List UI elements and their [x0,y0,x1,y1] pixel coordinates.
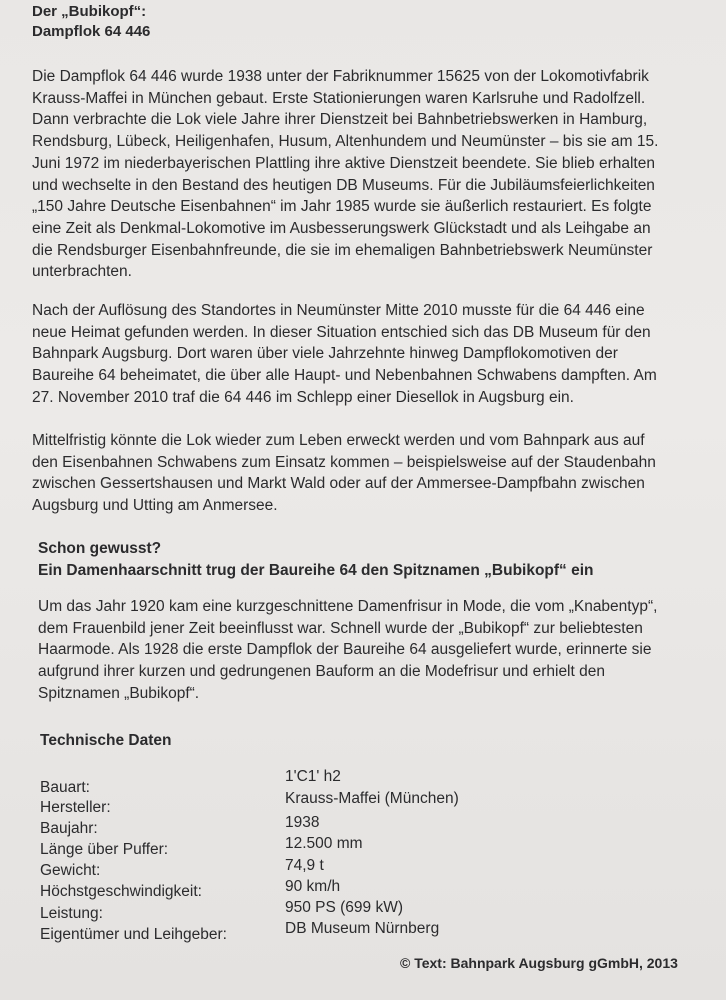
spec-label: Hersteller: [40,799,111,816]
text-line: Augsburg und Utting am Anmersee. [32,497,278,515]
spec-value: 1'C1' h2 [285,768,341,785]
text-line: Baureihe 64 beheimatet, die über alle Haupt- und Nebenbahnen Schwabens dampften. Am [32,367,657,385]
title-line-2: Dampflok 64 446 [32,23,151,40]
spec-label: Länge über Puffer: [40,841,169,858]
spec-row-gewicht [40,857,680,884]
text-line: Die Dampflok 64 446 wurde 1938 unter der Fabriknummer 15625 von der Lokomotivfabrik [32,68,649,85]
paragraph-history [32,66,712,283]
spec-row-eigentuemer [40,920,680,948]
text-line: neue Heimat gefunden werden. In dieser Situation entschied sich das DB Museum für den [32,323,651,341]
text-line: Juni 1972 im niederbayerischen Plattling ihre aktive Dienstzeit beendete. Sie blieb erhalten [32,154,655,172]
spec-label: Eigentümer und Leihgeber: [40,926,227,943]
spec-value: 90 km/h [285,878,341,895]
text-line: Rendsburg, Lübeck, Heiligenhafen, Husum, Altenhundem und Neumünster – bis sie am 15. [32,133,659,151]
did-you-know-heading [38,538,594,582]
tech-data-title: Technische Daten [40,732,172,749]
text-line: Dann verbrachte die Lok viele Jahre ihrer Dienstzeit bei Bahnbetriebswerken in Hamburg, [32,111,648,129]
text-line: Bahnpark Augsburg. Dort waren über viele Jahrzehnte hinweg Dampflokomotiven der [32,345,618,363]
paragraph-outlook [32,430,712,517]
text-line: unterbrachten. [32,263,132,281]
text-line: Nach der Auflösung des Standortes in Neumünster Mitte 2010 musste für die 64 446 eine [32,302,645,319]
text-line: Um das Jahr 1920 kam eine kurzgeschnittene Damenfrisur in Mode, die vom „Knabentyp“, [38,598,658,615]
text-line: dem Frauenbild jener Zeit beeinflusst war. Schnell wurde der „Bubikopf“ zur beliebtesten [38,619,643,637]
copyright-notice: © Text: Bahnpark Augsburg gGmbH, 2013 [400,955,678,971]
spec-value: 12.500 mm [285,835,363,852]
text-line: 27. November 2010 traf die 64 446 im Schlepp einer Diesellok in Augsburg ein. [32,388,574,406]
paragraph-relocation [32,300,712,409]
document-title [32,2,150,42]
spec-value: 1938 [285,814,320,831]
spec-value: 950 PS (699 kW) [285,899,404,916]
text-line: Mittelfristig könnte die Lok wieder zum Leben erweckt werden und vom Bahnpark aus auf [32,432,645,449]
paragraph-nickname [38,596,718,705]
text-line: „150 Jahre Deutsche Eisenbahnen“ im Jahr 1985 wurde sie äußerlich restauriert. Es folgte [32,198,652,216]
text-line: eine Zeit als Denkmal-Lokomotive im Ausbesserungswerk Glückstadt und als Leihgabe an [32,219,651,237]
spec-value: Krauss-Maffei (München) [285,790,459,807]
spec-label: Bauart: [40,779,90,796]
did-you-know-line-2: Ein Damenhaarschnitt trug der Baureihe 64 den Spitznamen „Bubikopf“ ein [38,562,594,579]
spec-label: Höchstgeschwindigkeit: [40,883,202,900]
spec-row-hersteller [40,790,680,819]
text-line: Haarmode. Als 1928 die erste Dampflok der Baureihe 64 ausgeliefert wurde, erinnerte sie [38,641,652,659]
spec-label: Baujahr: [40,820,98,837]
did-you-know-line-1: Schon gewusst? [38,540,162,557]
title-line-1: Der „Bubikopf“: [32,3,147,20]
spec-value: DB Museum Nürnberg [285,920,440,937]
text-line: Krauss-Maffei in München gebaut. Erste Stationierungen waren Karlsruhe und Radolfzell. [32,89,646,107]
spec-value: 74,9 t [285,857,324,874]
spec-label: Gewicht: [40,862,101,879]
text-line: die Rendsburger Eisenbahnfreunde, die sie im ehemaligen Bahnbetriebswerk Neumünster [32,241,653,259]
spec-row-laenge [40,835,680,863]
text-line: den Eisenbahnen Schwabens zum Einsatz kommen – beispielsweise auf der Staudenbahn [32,453,656,471]
text-line: aufgrund ihrer kurzen und gedrungenen Bauform an die Modefrisur und erhielt den [38,663,605,681]
text-line: Spitznamen „Bubikopf“. [38,684,200,702]
text-line: zwischen Gessertshausen und Markt Wald oder auf der Ammersee-Dampfbahn zwischen [32,475,645,493]
text-line: und wechselte in den Bestand des heutigen DB Museums. Für die Jubiläumsfeierlichkeiten [32,176,655,194]
spec-label: Leistung: [40,905,103,922]
